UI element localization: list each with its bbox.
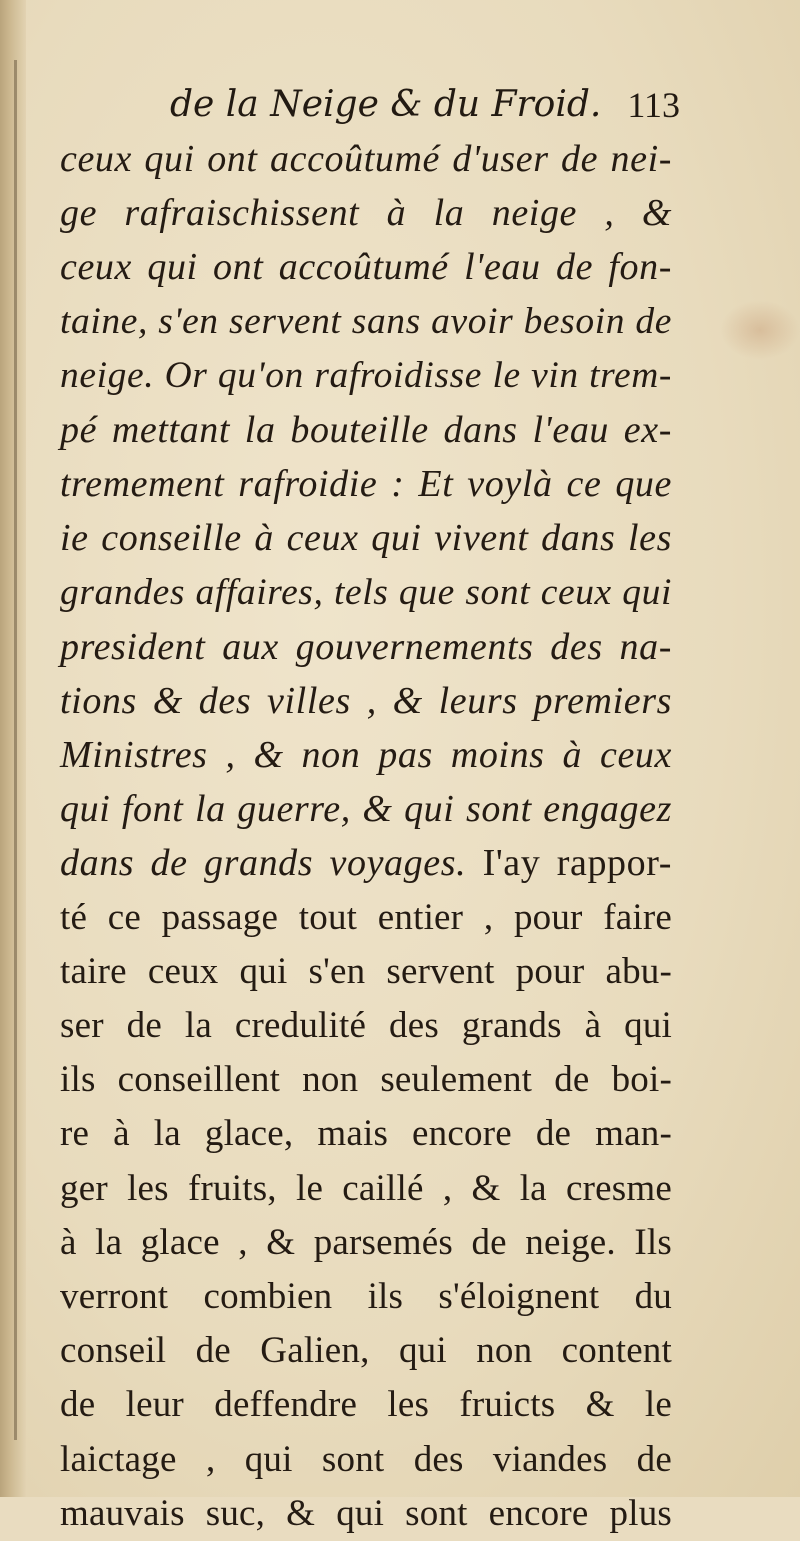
italic-segment: dans de grands voyages. [60,842,467,885]
page-header [170,84,680,134]
text-line: laictage , qui sont des viandes de [60,1438,672,1480]
page-gutter [0,0,26,1497]
text-line: ger les fruits, le caillé , & la cresme [60,1167,672,1209]
text-line: ceux qui ont accoûtumé d'user de nei- [60,138,672,180]
text-line: ie conseille à ceux qui vivent dans les [60,517,672,560]
text-line: neige. Or qu'on rafroidisse le vin trem- [60,354,672,396]
text-line: mauvais suc, & qui sont encore plus [60,1492,672,1534]
text-line: tremement rafroidie : Et voylà ce que [60,463,672,506]
text-line: president aux gouvernements des na- [60,625,672,668]
text-line: Ministres , & non pas moins à ceux [60,734,672,777]
binding-shadow [14,60,17,1440]
text-line: taine, s'en servent sans avoir besoin de [60,300,672,342]
text-line: re à la glace, mais encore de man- [60,1113,672,1155]
body-text [60,132,672,1541]
text-line: ge rafraischissent à la neige , & [60,192,672,235]
text-line-mixed [60,836,672,890]
text-line: conseil de Galien, qui non content [60,1330,672,1372]
running-title: de la Neige & du Froid. [170,84,602,125]
text-line: à la glace , & parsemés de neige. Ils [60,1221,672,1263]
text-line: tions & des villes , & leurs premiers [60,679,672,722]
text-line: pé mettant la bouteille dans l'eau ex- [60,408,672,451]
text-line: taire ceux qui s'en servent pour abu- [60,950,672,992]
paper-stain [720,300,800,360]
text-line: té ce passage tout entier , pour faire [60,896,672,938]
page-number: 113 [627,85,680,125]
text-line: de leur deffendre les fruicts & le [60,1384,672,1426]
text-line: verront combien ils s'éloignent du [60,1275,672,1317]
roman-segment: I'ay rappor- [466,842,672,885]
text-line: ser de la credulité des grands à qui [60,1005,672,1046]
text-line: grandes affaires, tels que sont ceux qui [60,571,672,613]
text-line: qui font la guerre, & qui sont engagez [60,788,672,831]
text-line: ceux qui ont accoûtumé l'eau de fon- [60,246,672,289]
text-line: ils conseillent non seulement de boi- [60,1059,672,1101]
